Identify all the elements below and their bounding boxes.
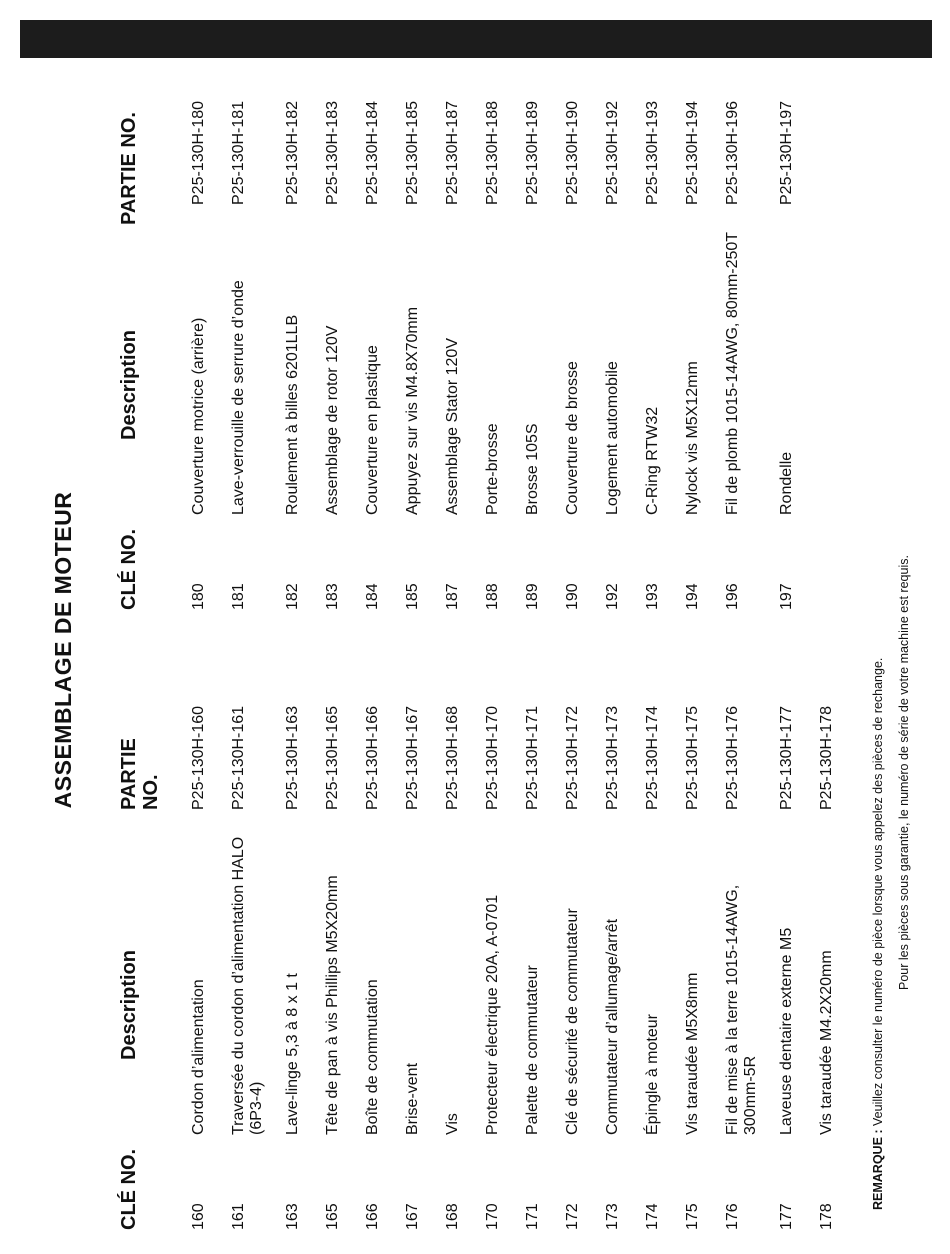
description-cell: Rondelle [778,451,795,515]
description-cell: Boîte de commutation [364,979,381,1135]
key-cell: 178 [818,1203,835,1230]
description-cell: Traversée du cordon d’alimentation HALO (6P3-4) [230,836,265,1135]
description-cell: Commutateur d’allumage/arrêt [604,918,621,1135]
description-cell: Épingle à moteur [644,1014,661,1135]
part-number-cell: P25-130H-190 [564,100,581,205]
part-number-cell: P25-130H-194 [684,100,701,205]
part-number-cell: P25-130H-197 [778,100,795,205]
description-cell: Fil de mise à la terre 1015-14AWG, 300mm-5R [724,884,759,1135]
key-cell: 173 [604,1203,621,1230]
part-header: PARTIE NO. [118,738,162,810]
part-number-cell: P25-130H-193 [644,100,661,205]
key-cell: 192 [604,583,621,610]
key-cell: 174 [644,1203,661,1230]
key-cell: 183 [324,583,341,610]
part-number-cell: P25-130H-171 [524,705,541,810]
part-number-cell: P25-130H-174 [644,705,661,810]
description-cell: Couverture motrice (arrière) [190,317,207,515]
description-cell: Vis taraudée M4.2X20mm [818,950,835,1135]
description-cell: Vis [444,1113,461,1135]
part-number-cell: P25-130H-187 [444,100,461,205]
description-cell: Couverture de brosse [564,361,581,515]
description-cell: Assemblage Stator 120V [444,338,461,515]
part-number-cell: P25-130H-196 [724,100,741,205]
key-cell: 197 [778,583,795,610]
part-number-cell: P25-130H-163 [284,705,301,810]
part-number-cell: P25-130H-184 [364,100,381,205]
description-cell: Laveuse dentaire externe M5 [778,927,795,1135]
key-cell: 166 [364,1203,381,1230]
rotated-page [50,70,950,1230]
key-cell: 181 [230,583,247,610]
key-cell: 187 [444,583,461,610]
part-number-cell: P25-130H-170 [484,705,501,810]
part-number-cell: P25-130H-161 [230,705,247,810]
description-cell: Couverture en plastique [364,345,381,515]
key-cell: 193 [644,583,661,610]
key-cell: 184 [364,583,381,610]
key-cell: 167 [404,1203,421,1230]
description-cell: Brise-vent [404,1062,421,1135]
description-cell: Protecteur électrique 20A, A-0701 [484,894,501,1135]
description-cell: Lave-verrouille de serrure d’onde [230,280,247,515]
description-cell: Logement automobile [604,361,621,515]
description-cell: Clé de sécurité de commutateur [564,908,581,1135]
part-number-cell: P25-130H-180 [190,100,207,205]
key-cell: 161 [230,1203,247,1230]
description-header: Description [118,949,140,1060]
note-text: Veuillez consulter le numéro de pièce lorsque vous appelez des pièces de rechange. [871,657,885,1130]
key-header: CLÉ NO. [118,1148,140,1230]
key-header: CLÉ NO. [118,528,140,610]
part-number-cell: P25-130H-168 [444,705,461,810]
description-cell: Vis taraudée M5X8mm [684,972,701,1135]
table-header-left [118,610,190,1230]
key-cell: 188 [484,583,501,610]
part-number-cell: P25-130H-176 [724,705,741,810]
page-title: ASSEMBLAGE DE MOTEUR [50,491,76,809]
description-cell: Assemblage de rotor 120V [324,325,341,515]
parts-table-left [118,610,835,1230]
description-header: Description [118,329,140,440]
part-number-cell: P25-130H-192 [604,100,621,205]
part-number-cell: P25-130H-167 [404,705,421,810]
parts-table-right [118,65,795,610]
description-cell: Nylock vis M5X12mm [684,361,701,515]
key-cell: 170 [484,1203,501,1230]
part-number-cell: P25-130H-188 [484,100,501,205]
table-header-right [118,65,190,610]
part-header: PARTIE NO. [118,112,140,225]
key-cell: 182 [284,583,301,610]
part-number-cell: P25-130H-173 [604,705,621,810]
key-cell: 194 [684,583,701,610]
part-number-cell: P25-130H-178 [818,705,835,810]
note-line-2: Pour les pièces sous garantie, le numéro de série de votre machine est requis. [897,555,911,990]
key-cell: 190 [564,583,581,610]
key-cell: 165 [324,1203,341,1230]
key-cell: 196 [724,583,741,610]
part-number-cell: P25-130H-185 [404,100,421,205]
part-number-cell: P25-130H-172 [564,705,581,810]
key-cell: 160 [190,1203,207,1230]
key-cell: 168 [444,1203,461,1230]
key-cell: 180 [190,583,207,610]
key-cell: 177 [778,1203,795,1230]
key-cell: 176 [724,1203,741,1230]
part-number-cell: P25-130H-175 [684,705,701,810]
part-number-cell: P25-130H-182 [284,100,301,205]
key-cell: 175 [684,1203,701,1230]
description-cell: Porte-brosse [484,423,501,515]
description-cell: C-Ring RTW32 [644,406,661,515]
description-cell: Roulement à billes 6201LLB [284,314,301,515]
part-number-cell: P25-130H-160 [190,705,207,810]
description-cell: Tête de pan à vis Phillips M5X20mm [324,875,341,1135]
part-number-cell: P25-130H-181 [230,100,247,205]
key-cell: 172 [564,1203,581,1230]
description-cell: Cordon d’alimentation [190,979,207,1135]
key-cell: 185 [404,583,421,610]
header-bar [20,20,932,58]
part-number-cell: P25-130H-183 [324,100,341,205]
key-cell: 171 [524,1203,541,1230]
part-number-cell: P25-130H-165 [324,705,341,810]
note-line-1 [870,210,886,1230]
description-cell: Palette de commutateur [524,965,541,1135]
part-number-cell: P25-130H-177 [778,705,795,810]
description-cell: Appuyez sur vis M4.8X70mm [404,306,421,515]
description-cell: Fil de plomb 1015-14AWG, 80mm-250T [724,231,741,515]
part-number-cell: P25-130H-166 [364,705,381,810]
note-label: REMARQUE : [871,1129,885,1210]
key-cell: 189 [524,583,541,610]
key-cell: 163 [284,1203,301,1230]
description-cell: Brosse 105S [524,423,541,515]
part-number-cell: P25-130H-189 [524,100,541,205]
description-cell: Lave-linge 5,3 à 8 x 1 t [284,973,301,1135]
